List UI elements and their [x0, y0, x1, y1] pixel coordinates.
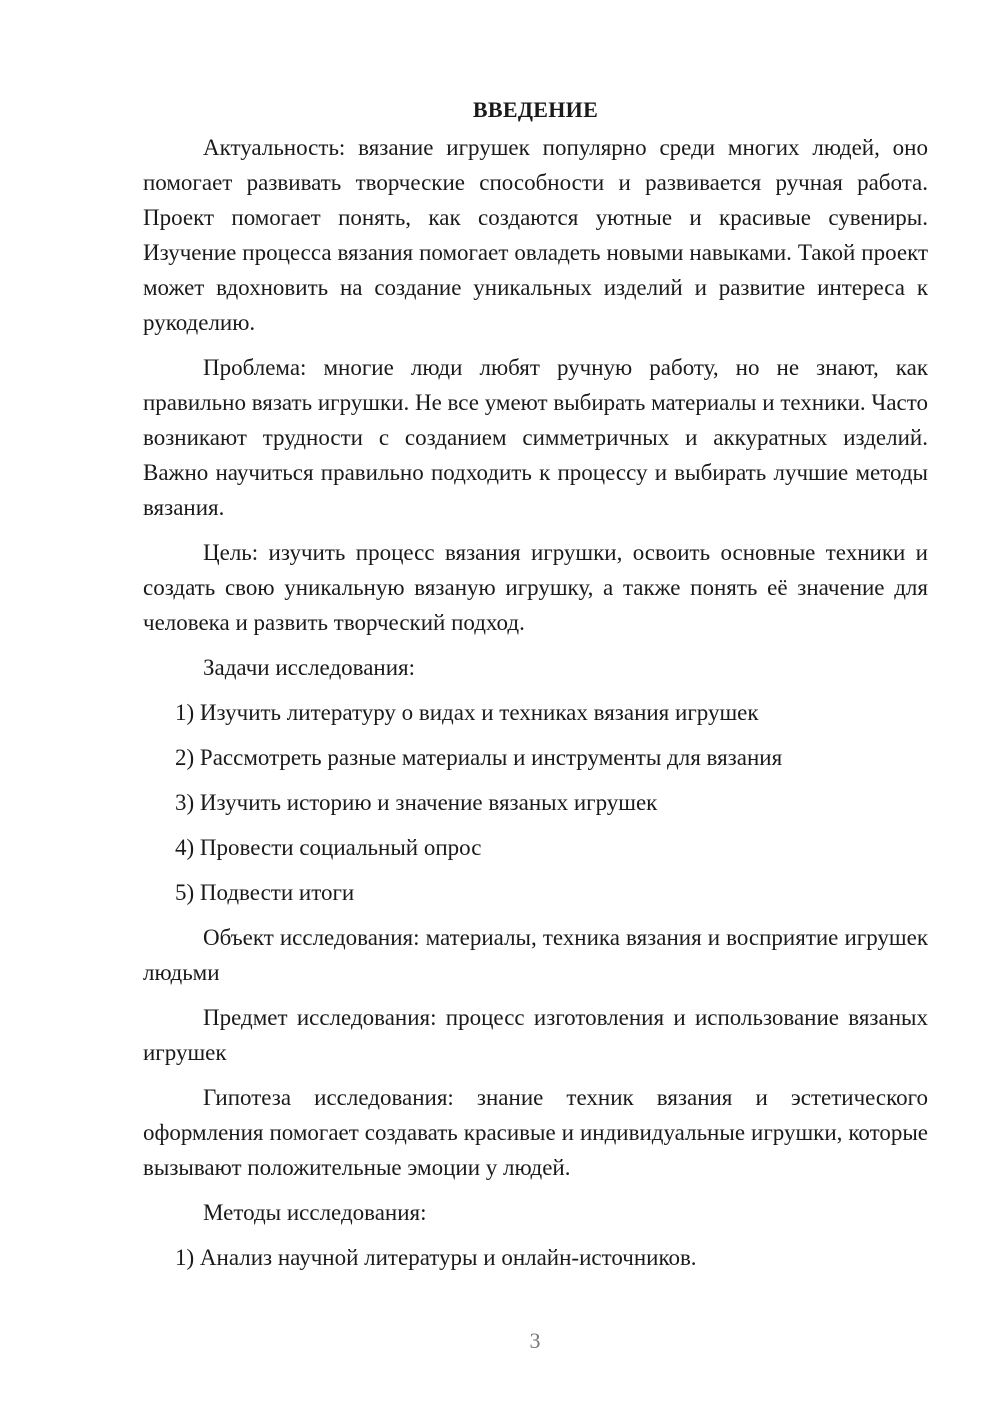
page-number: 3 [529, 1328, 541, 1353]
method-item: 1) Анализ научной литературы и онлайн-источников. [175, 1245, 697, 1270]
task-item: 2) Рассмотреть разные материалы и инструменты для вязания [175, 745, 783, 770]
task-item: 1) Изучить литературу о видах и техниках вязания игрушек [175, 700, 759, 725]
object-paragraph: Объект исследования: материалы, техника вязания и восприятие игрушек людьми [143, 925, 928, 985]
page-content [143, 92, 928, 1285]
hypothesis-paragraph: Гипотеза исследования: знание техник вязания и эстетического оформления помогает создавать красивые и индивидуальные игрушки, которые вызывают положительные эмоции у людей. [143, 1085, 928, 1180]
goal-paragraph: Цель: изучить процесс вязания игрушки, освоить основные техники и создать свою уникальную вязаную игрушку, а также понять её значение для человека и развить творческий подход. [143, 540, 928, 635]
methods-title: Методы исследования: [203, 1200, 427, 1225]
task-item: 3) Изучить историю и значение вязаных игрушек [175, 790, 658, 815]
problem-paragraph: Проблема: многие люди любят ручную работу, но не знают, как правильно вязать игрушки. Не все умеют выбирать материалы и техники. Часто возникают трудности с созданием симметричных и аккуратных изделий. Важно научиться правильно подходить к процессу и выбирать лучшие методы вязания. [143, 355, 928, 520]
tasks-title: Задачи исследования: [203, 655, 416, 680]
task-item: 5) Подвести итоги [175, 880, 355, 905]
section-heading: ВВЕДЕНИЕ [472, 97, 599, 122]
task-item: 4) Провести социальный опрос [175, 835, 482, 860]
subject-paragraph: Предмет исследования: процесс изготовления и использование вязаных игрушек [143, 1005, 928, 1065]
relevance-paragraph: Актуальность: вязание игрушек популярно среди многих людей, оно помогает развивать творческие способности и развивается ручная работа. Проект помогает понять, как создаются уютные и красивые сувениры. Изучение процесса вязания помогает овладеть новыми навыками. Такой проект может вдохновить на создание уникальных изделий и развитие интереса к рукоделию. [143, 135, 928, 335]
